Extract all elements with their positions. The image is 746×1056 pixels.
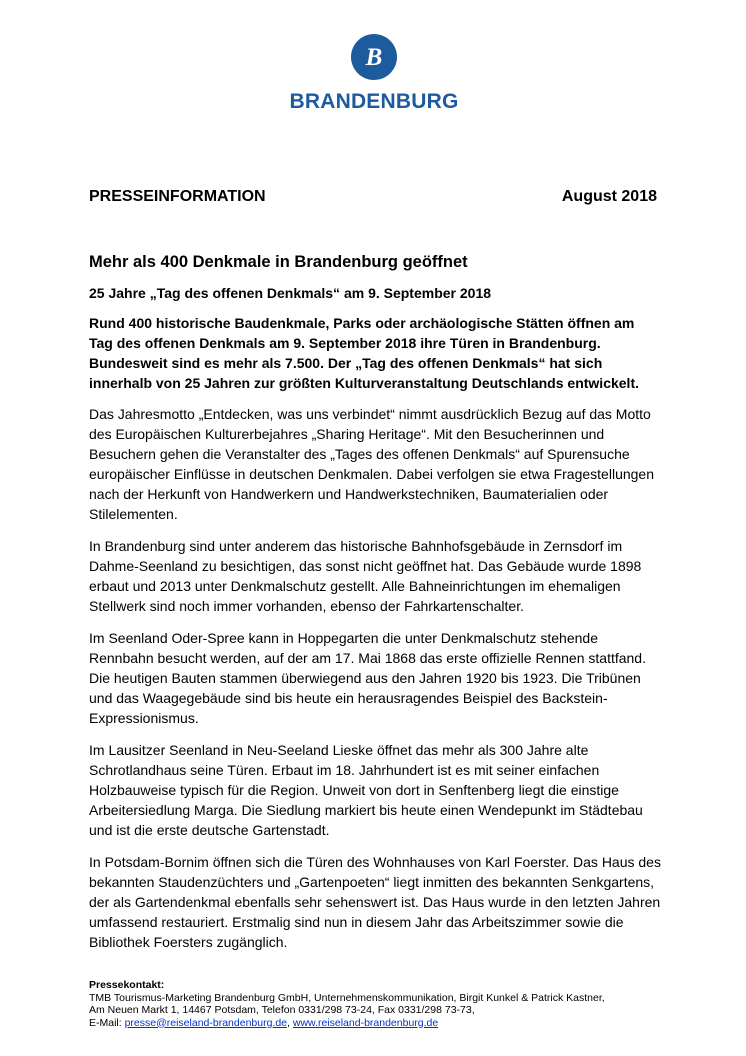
press-contact-links — [89, 1017, 689, 1030]
press-contact-label: Pressekontakt: — [89, 979, 165, 991]
body-paragraph-hoppegarten: Im Seenland Oder-Spree kann in Hoppegarten die unter Denkmalschutz stehende Rennbahn besucht werden, auf der am 17. Mai 1868 das erste offizielle Rennen stattfand. Die heutigen Bauten stammen überwiegend aus den Jahren 1920 bis 1923. Die Tribünen und das Waagegebäude sind bis heute ein herausragendes Beispiel des Backstein-Expressionismus. — [89, 630, 646, 726]
document-date: August 2018 — [561, 188, 657, 205]
press-contact-address: Am Neuen Markt 1, 14467 Potsdam, Telefon 0331/298 73-24, Fax 0331/298 73-73, — [89, 1004, 475, 1016]
body-paragraph-zernsdorf: In Brandenburg sind unter anderem das historische Bahnhofsgebäude in Zernsdorf im Dahme-Seenland zu besichtigen, das sonst nicht geöffnet hat. Das Gebäude wurde 1898 erbaut und 2013 unter Denkmalschutz gestellt. Alle Bahneinrichtungen im ehemaligen Stellwerk sind noch immer vorhanden, ebenso der Fahrkartenschalter. — [89, 538, 642, 614]
article-title: Mehr als 400 Denkmale in Brandenburg geöffnet — [89, 253, 468, 271]
article-body — [89, 313, 661, 964]
body-paragraph-lieske: Im Lausitzer Seenland in Neu-Seeland Lieske öffnet das mehr als 300 Jahre alte Schrotlandhaus seine Türen. Erbaut im 18. Jahrhundert ist es mit seiner einfachen Holzbauweise typisch für die Region. Unweit von dort in Senftenberg liegt die einstige Arbeitersiedlung Marga. Die Siedlung markiert bis heute einen Wendepunkt im Städtebau und ist die erste deutsche Gartenstadt. — [89, 742, 643, 838]
brandenburg-monogram-icon — [351, 34, 397, 80]
brandenburg-logo — [279, 34, 469, 114]
monogram-letter: B — [365, 44, 383, 71]
link-separator: , — [287, 1016, 293, 1029]
body-paragraph-foerster: In Potsdam-Bornim öffnen sich die Türen des Wohnhauses von Karl Foerster. Das Haus des bekannten Staudenzüchters und „Gartenpoeten“ liegt inmitten des bekannten Senkgartens, der als Gartendenkmal ebenfalls sehr sehenswert ist. Das Haus wurde in den letzten Jahren umfassend restauriert. Erstmalig sind nun in diesem Jahr das Arbeitszimmer sowie die Bibliothek Foersters zugänglich. — [89, 854, 661, 950]
lead-paragraph: Rund 400 historische Baudenkmale, Parks oder archäologische Stätten öffnen am Tag des offenen Denkmals am 9. September 2018 ihre Türen in Brandenburg. Bundesweit sind es mehr als 7.500. Der „Tag des offenen Denkmals“ hat sich innerhalb von 25 Jahren zur größten Kulturveranstaltung Deutschlands entwickelt. — [89, 315, 639, 391]
article-subtitle: 25 Jahre „Tag des offenen Denkmals“ am 9. September 2018 — [89, 285, 492, 301]
body-paragraph-motto: Das Jahresmotto „Entdecken, was uns verbindet“ nimmt ausdrücklich Bezug auf das Motto des Europäischen Kulturerbejahres „Sharing Heritage“. Mit den Besucherinnen und Besuchern gehen die Veranstalter des „Tages des offenen Denkmals“ auf Spurensuche europäischer Einflüsse in deutschen Denkmalen. Dabei verfolgen sie etwa Fragestellungen nach der Herkunft von Handwerkern und Handwerkstechniken, Baumaterialien oder Stilelementen. — [89, 406, 654, 522]
document-header — [89, 188, 657, 206]
logo-wordmark: BRANDENBURG — [289, 90, 459, 113]
email-prefix: E-Mail: — [89, 1016, 125, 1029]
document-type-label: PRESSEINFORMATION — [89, 188, 266, 205]
website-link[interactable]: www.reiseland-brandenburg.de — [292, 1016, 439, 1029]
press-contact-company: TMB Tourismus-Marketing Brandenburg GmbH, Unternehmenskommunikation, Birgit Kunkel & Patrick Kastner, — [89, 991, 605, 1004]
press-email-link[interactable]: presse@reiseland-brandenburg.de — [124, 1016, 288, 1029]
press-contact — [89, 979, 689, 1029]
